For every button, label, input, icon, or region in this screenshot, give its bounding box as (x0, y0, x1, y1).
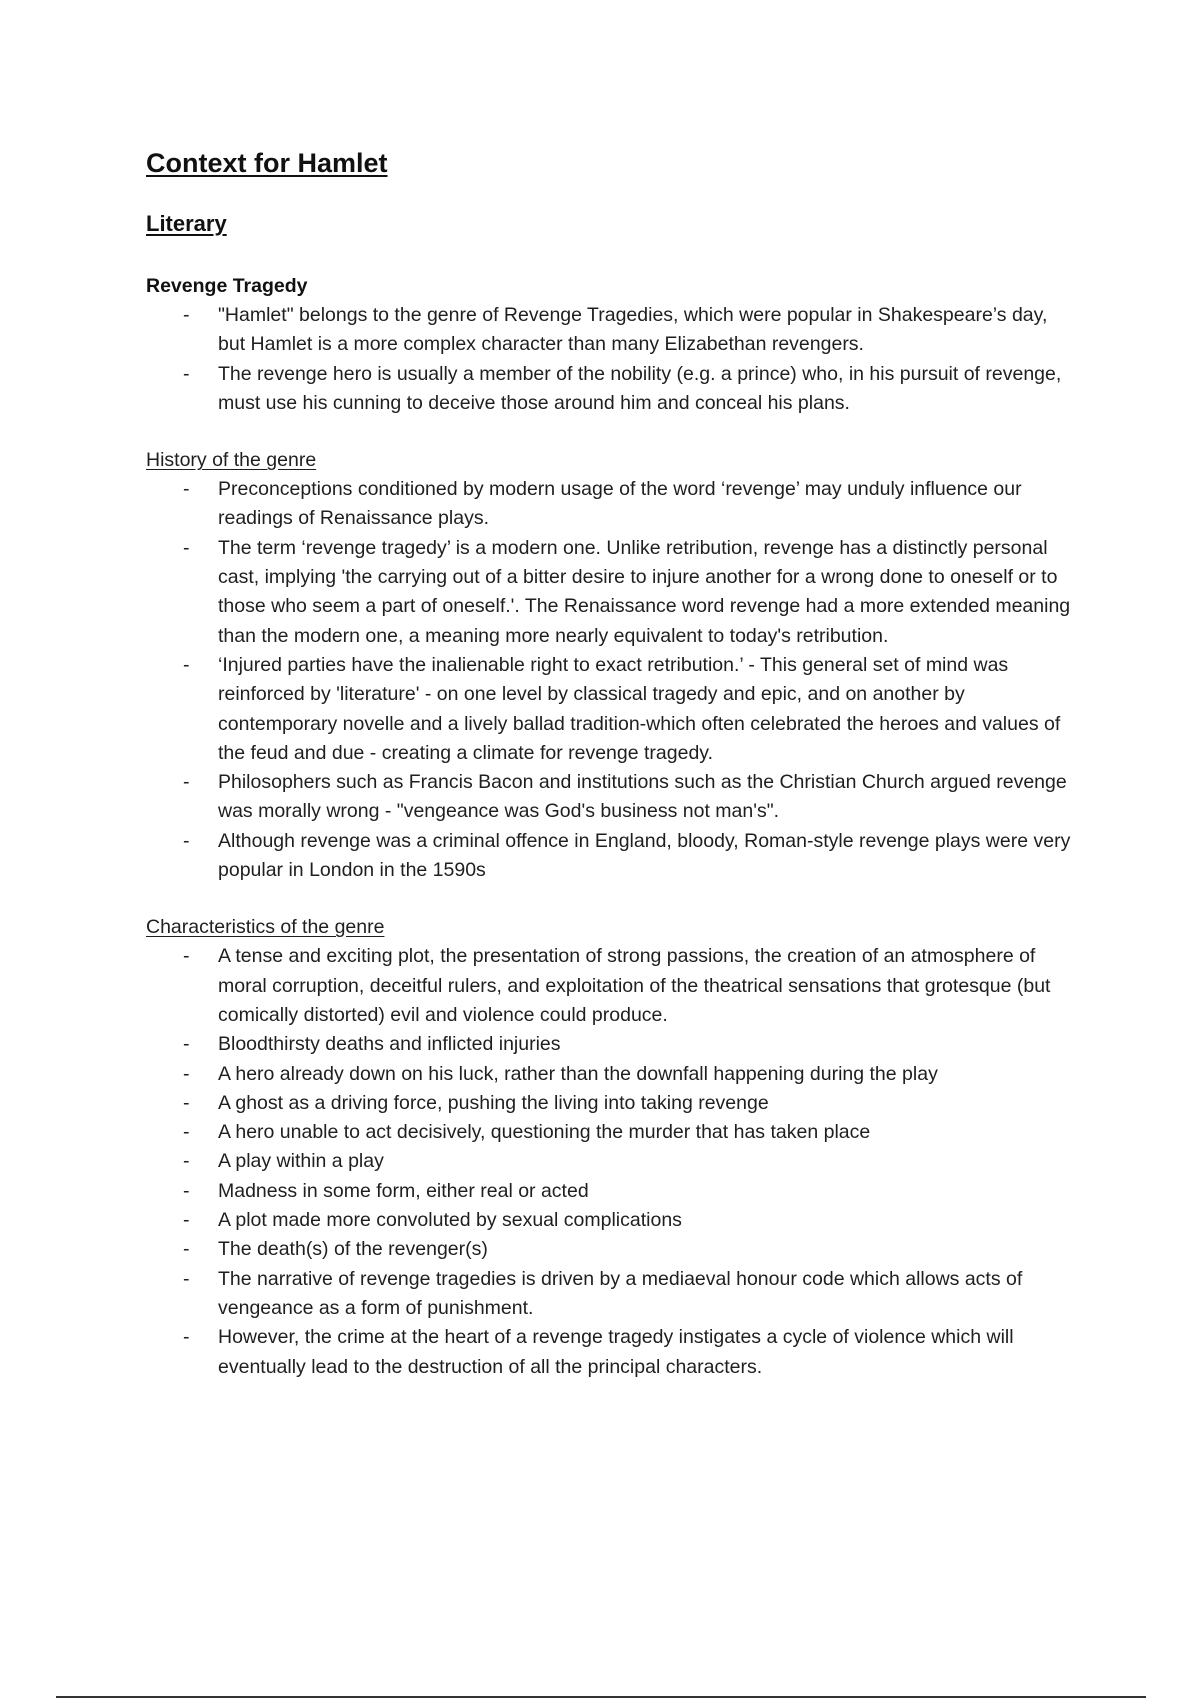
page-bottom-divider (56, 1696, 1146, 1698)
dash-bullet: - (183, 829, 190, 852)
list-item (146, 1147, 1076, 1176)
characteristics-bullet-list (146, 942, 1076, 1381)
list-item (146, 1265, 1076, 1324)
list-item (146, 942, 1076, 1030)
dash-bullet: - (183, 536, 190, 559)
dash-bullet: - (183, 1238, 190, 1261)
list-item-text: However, the crime at the heart of a revenge tragedy instigates a cycle of violence which will eventually lead to the destruction of all the principal characters. (218, 1326, 1014, 1378)
list-item-text: The term ‘revenge tragedy’ is a modern one. Unlike retribution, revenge has a distinctly personal cast, implying 'the carrying out of a bitter desire to injure another for a wrong done to oneself or to those who seem a part of oneself.'. The Renaissance word revenge had a more extended meaning than the modern one, a meaning more nearly equivalent to today's retribution. (218, 536, 1071, 647)
list-item-text: Bloodthirsty deaths and inflicted injuries (218, 1033, 561, 1056)
list-item-text: A hero already down on his luck, rather than the downfall happening during the play (218, 1062, 938, 1085)
list-item-text: Preconceptions conditioned by modern usage of the word ‘revenge’ may unduly influence our readings of Renaissance plays. (218, 478, 1022, 530)
list-item-text: The revenge hero is usually a member of the nobility (e.g. a prince) who, in his pursuit of revenge, must use his cunning to deceive those around him and conceal his plans. (218, 362, 1062, 414)
subsection-heading-revenge-tragedy: Revenge Tragedy (146, 275, 308, 297)
list-item (146, 827, 1076, 886)
dash-bullet: - (183, 1091, 190, 1114)
list-item-text: Madness in some form, either real or acted (218, 1179, 589, 1202)
characteristics-heading: Characteristics of the genre (146, 916, 385, 939)
dash-bullet: - (183, 1209, 190, 1232)
list-item (146, 1118, 1076, 1147)
list-item-text: A plot made more convoluted by sexual complications (218, 1209, 682, 1232)
list-item (146, 768, 1076, 827)
dash-bullet: - (183, 771, 190, 794)
dash-bullet: - (183, 945, 190, 968)
list-item (146, 301, 1076, 360)
list-item-text: A play within a play (218, 1150, 384, 1173)
list-item-text: The narrative of revenge tragedies is driven by a mediaeval honour code which allows acts of vengeance as a form of punishment. (218, 1267, 1023, 1319)
list-item (146, 1323, 1076, 1382)
list-item-text: A tense and exciting plot, the presentation of strong passions, the creation of an atmosphere of moral corruption, deceitful rulers, and exploitation of the theatrical sensations that grotesque (but comically distorted) evil and violence could produce. (218, 945, 1051, 1026)
history-bullet-list (146, 475, 1076, 885)
list-item (146, 1060, 1076, 1089)
dash-bullet: - (183, 1267, 190, 1290)
list-item (146, 1235, 1076, 1264)
list-item (146, 534, 1076, 651)
document-title: Context for Hamlet (146, 148, 388, 178)
dash-bullet: - (183, 1179, 190, 1202)
section-heading-literary: Literary (146, 211, 227, 236)
list-item (146, 1089, 1076, 1118)
list-item-text: ‘Injured parties have the inalienable right to exact retribution.’ - This general set of mind was reinforced by 'literature' - on one level by classical tragedy and epic, and on another by contemporary novelle and a lively ballad tradition-which often celebrated the heroes and values of the feud and due - creating a climate for revenge tragedy. (218, 653, 1061, 764)
list-item-text: Philosophers such as Francis Bacon and institutions such as the Christian Church argued revenge was morally wrong - "vengeance was God's business not man's". (218, 771, 1067, 823)
document-page (146, 138, 1076, 1382)
list-item-text: A hero unable to act decisively, questioning the murder that has taken place (218, 1121, 871, 1144)
dash-bullet: - (183, 1062, 190, 1085)
dash-bullet: - (183, 653, 190, 676)
list-item-text: A ghost as a driving force, pushing the living into taking revenge (218, 1091, 769, 1114)
list-item (146, 475, 1076, 534)
dash-bullet: - (183, 362, 190, 385)
dash-bullet: - (183, 1150, 190, 1173)
dash-bullet: - (183, 1121, 190, 1144)
list-item (146, 1206, 1076, 1235)
intro-bullet-list (146, 301, 1076, 418)
list-item-text: The death(s) of the revenger(s) (218, 1238, 488, 1261)
dash-bullet: - (183, 478, 190, 501)
dash-bullet: - (183, 1326, 190, 1349)
list-item (146, 1030, 1076, 1059)
list-item (146, 651, 1076, 768)
list-item (146, 360, 1076, 419)
dash-bullet: - (183, 304, 190, 326)
dash-bullet: - (183, 1033, 190, 1056)
list-item-text: "Hamlet" belongs to the genre of Revenge Tragedies, which were popular in Shakespeare’s day, but Hamlet is a more complex character than many Elizabethan revengers. (218, 304, 1048, 356)
history-heading: History of the genre (146, 449, 317, 472)
list-item-text: Although revenge was a criminal offence in England, bloody, Roman-style revenge plays were very popular in London in the 1590s (218, 829, 1071, 882)
list-item (146, 1177, 1076, 1206)
